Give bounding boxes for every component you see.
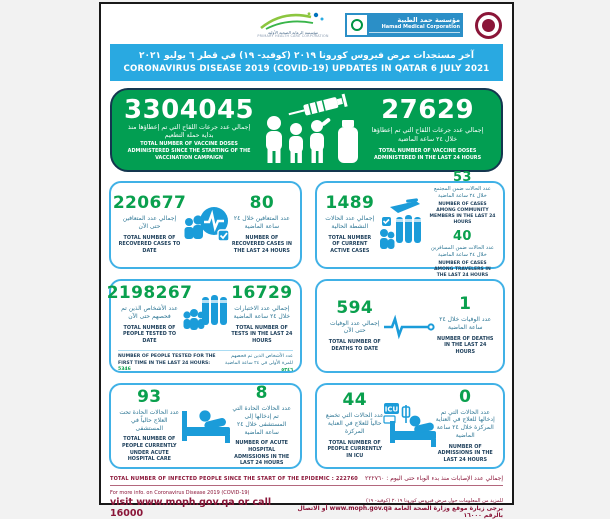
phcc-name-english: PRIMARY HEALTH CARE CORPORATION [257, 33, 329, 38]
acute-total-value: 93 [137, 387, 162, 408]
vaccine-banner [110, 88, 503, 172]
vaccine-total-label-ar: إجمالي عدد جرعات اللقاح التي تم إعطاؤها منذ بداية حملة التطعيم [127, 123, 251, 140]
vaccine-total-label-en: TOTAL NUMBER OF VACCINE DOSES ADMINISTERED SINCE THE STARTING OF THE VACCINATION CAMPAIGN [127, 141, 251, 162]
tests-last24-value: 16729 [231, 283, 293, 303]
travel-testing-icon [381, 197, 424, 253]
acute-total-label-ar: عدد الحالات الحادة تحت العلاج حالياً في المستشفى [119, 409, 180, 432]
hospital-bed-icon [184, 405, 228, 447]
acute-last24-label-ar: عدد الحالات الحادة التي تم إدخالها إلى المستشفى خلال ٢٤ ساعة الماضية [232, 405, 292, 436]
active-cases-card [315, 170, 505, 278]
active-total-label-ar: إجمالي عدد الحالات النشطة الحالية [325, 215, 375, 231]
recovered-card [109, 181, 302, 269]
active-community-label-en: NUMBER OF CASES AMONG COMMUNITY MEMBERS IN THE LAST 24 HOURS [429, 201, 496, 225]
first-time-tested-value: 5346 [118, 367, 131, 373]
deaths-total-label-en: TOTAL NUMBER OF DEATHS TO DATE [328, 339, 381, 352]
family-vaccination-icon [258, 93, 362, 167]
tests-last24-label-en: TOTAL NUMBER OF TESTS IN THE LAST 24 HOURS [231, 324, 293, 344]
active-total-value: 1489 [325, 193, 375, 214]
deaths-total-label-ar: إجمالي عدد الوفيات حتى الآن [330, 319, 380, 335]
moph-link-en[interactable]: visit www.moph.gov.qa or call 16000 [110, 497, 272, 519]
first-time-tested-label-en: NUMBER OF PEOPLE TESTED FOR THE FIRST TIME IN THE LAST 24 HOURS: [118, 354, 216, 366]
total-infected-ar: إجمالي عدد الإصابات منذ بدء الوباء حتى اليوم : ٢٢٢٧٦٠ [365, 475, 503, 482]
active-community-label-ar: عدد الحالات ضمن المجتمع خلال ٢٤ ساعة الماضية [433, 186, 491, 200]
icu-last24-label-ar: عدد الحالات التي تم إدخالها للعلاج في العناية المركزة خلال ٢٤ ساعة الماضية [435, 408, 495, 439]
test-tubes-icon [184, 293, 228, 337]
vaccine-total-value: 3304045 [124, 95, 255, 125]
first-time-tested-value-ar: ٥٣٤٦ [281, 367, 293, 373]
icu-total-value: 44 [342, 390, 367, 411]
recovered-total-label-en: TOTAL NUMBER OF RECOVERED CASES TO DATE [118, 234, 181, 255]
active-travelers-label-ar: عدد الحالات ضمن المسافرين خلال ٢٤ ساعة الماضية [430, 245, 495, 258]
more-info-en: For more info. on Coronavirus Disease 2019 (COVID-19) [110, 490, 250, 496]
deaths-last24-label-ar: عدد الوفيات خلال ٢٤ ساعة الماضية [439, 316, 492, 332]
tested-card [106, 279, 302, 373]
active-travelers-value: 40 [452, 229, 472, 245]
hmc-emblem-icon [347, 15, 367, 35]
first-time-tested-row [118, 350, 293, 374]
active-total-label-en: TOTAL NUMBER OF CURRENT ACTIVE CASES [328, 234, 372, 255]
icu-card [315, 383, 505, 469]
stats-grid [106, 170, 504, 469]
moph-link-ar[interactable]: يرجى زيارة موقع وزارة الصحة العامة www.moph.gov.qa أو الاتصال بالرقم ١٦٠٠٠ [297, 505, 503, 519]
qatar-emblem-icon [475, 12, 502, 39]
title-banner [110, 44, 503, 81]
first-time-tested-label-ar: عدد الأشخاص الذين تم فحصهم للمرة الأولى في ٢٤ ساعة الماضية [225, 354, 293, 367]
deaths-last24-value: 1 [459, 294, 472, 315]
acute-last24-value: 8 [255, 383, 268, 404]
first-time-tested-en [118, 354, 216, 373]
icu-total-label-en: TOTAL NUMBER OF PEOPLE CURRENTLY IN ICU [327, 439, 383, 459]
icu-last24-value: 0 [459, 386, 472, 407]
hmc-name-arabic: مؤسسة حمد الطبية [397, 16, 460, 25]
phcc-swoosh-icon [253, 12, 333, 30]
tested-total-label-en: TOTAL NUMBER OF PEOPLE TESTED TO DATE [123, 324, 176, 344]
hmc-logo [345, 13, 463, 37]
vaccine-last24-label-en: TOTAL NUMBER OF VACCINE DOSES ADMINISTERED IN THE LAST 24 HOURS [374, 148, 482, 162]
title-arabic: آخر مستجدات مرض فيروس كورونا ٢٠١٩ (كوفيد- ١٩) في قطر ٦ يوليو ٢٠٢١ [139, 50, 474, 61]
recovered-last24-label-ar: عدد المتعافين خلال ٢٤ ساعة الماضية [233, 215, 290, 231]
recovered-last24-label-en: NUMBER OF RECOVERED CASES IN THE LAST 24 HOURS [231, 234, 292, 255]
active-community-value: 53 [452, 170, 472, 186]
tested-total-label-ar: عدد الأشخاص الذين تم فحصهم حتى الآن [121, 305, 178, 320]
more-info-ar: للمزيد من المعلومات حول مرض فيروس كورونا ٢٠١٩ (كوفيد- ١٩) [366, 498, 503, 504]
first-time-tested-ar [224, 354, 293, 374]
tests-last24-label-ar: إجمالي عدد الاختبارات خلال ٢٤ ساعة الماضية [233, 305, 291, 320]
hmc-name-english: Hamad Medical Corporation [369, 25, 460, 33]
total-infected-en: TOTAL NUMBER OF INFECTED PEOPLE SINCE THE START OF THE EPIDEMIC : 222760 [110, 475, 358, 482]
footer [110, 475, 503, 519]
title-english: CORONAVIRUS DISEASE 2019 (COVID-19) UPDATES IN QATAR 6 JULY 2021 [123, 63, 490, 74]
deaths-last24-label-en: NUMBER OF DEATHS IN THE LAST 24 HOURS [437, 335, 494, 356]
footer-divider [110, 485, 503, 486]
recovered-total-label-ar: إجمالي عدد المتعافين حتى الآن [122, 215, 177, 231]
phcc-logo [253, 12, 333, 38]
recovered-total-value: 220677 [112, 193, 187, 214]
acute-hospital-card [109, 383, 302, 469]
phcc-name-arabic: مؤسسة الرعاية الصحية الأولية [267, 29, 319, 35]
header-logos [109, 8, 504, 42]
acute-last24-label-en: NUMBER OF ACUTE HOSPITAL ADMISSIONS IN THE LAST 24 HOURS [234, 440, 290, 467]
tested-total-value: 2198267 [106, 283, 193, 303]
active-travelers-label-en: NUMBER OF CASES AMONG TRAVELERS IN THE LAST 24 HOURS [434, 260, 491, 278]
icu-bed-icon [384, 401, 432, 451]
deaths-card [315, 279, 505, 373]
recovered-heartbeat-icon [184, 204, 228, 246]
recovered-last24-value: 80 [249, 193, 275, 214]
icu-last24-label-en: NUMBER OF ADMISSIONS IN THE LAST 24 HOURS [437, 443, 493, 463]
icu-total-label-ar: عدد الحالات التي تخضع حالياً للعلاج في العناية المركزة [325, 412, 384, 435]
acute-total-label-en: TOTAL NUMBER OF PEOPLE CURRENTLY UNDER ACUTE HOSPITAL CARE [122, 436, 177, 463]
infographic-page [99, 2, 514, 519]
vaccine-last24-label-ar: إجمالي عدد جرعات اللقاح التي تم إعطاؤها خلال ٢٤ ساعة الماضية [371, 127, 484, 143]
vaccine-last24-value: 27629 [381, 95, 475, 125]
flatline-icon [389, 311, 432, 341]
deaths-total-value: 594 [336, 297, 374, 318]
icu-sign-label: ICU [384, 405, 399, 414]
